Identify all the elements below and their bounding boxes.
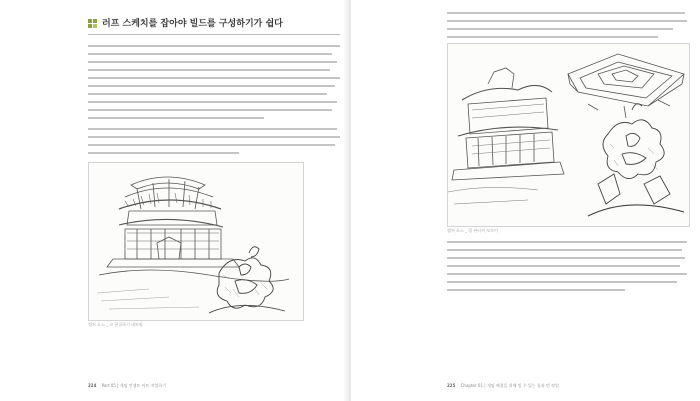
left-page-footer bbox=[88, 383, 166, 389]
left-sketch-figure bbox=[88, 162, 304, 321]
right-sketch-figure bbox=[447, 43, 690, 227]
right-body-paragraph-2 bbox=[447, 241, 687, 297]
right-figure-caption: 캡처 포스 _ 빌 판타지 모르어 bbox=[447, 228, 498, 233]
left-page bbox=[0, 0, 349, 401]
right-footer-text: Chapter 01 | 게임 배경을 위해 빌 수 있는 툴과 빈 작업 bbox=[460, 383, 559, 388]
right-body-paragraph-1 bbox=[447, 12, 687, 44]
left-footer-text: Part 05 | 게임 컨셉트 아트 작업하기 bbox=[101, 383, 167, 388]
right-page-footer bbox=[447, 383, 559, 389]
temple-sketch-image bbox=[89, 163, 303, 320]
palace-sketch-image bbox=[448, 44, 689, 226]
right-page bbox=[351, 0, 700, 401]
section-bullet-icon bbox=[88, 19, 98, 29]
left-body-paragraph-1 bbox=[88, 45, 340, 125]
heading-divider bbox=[88, 34, 340, 35]
left-body-paragraph-2 bbox=[88, 128, 340, 160]
right-page-number: 225 bbox=[447, 383, 456, 388]
section-heading bbox=[88, 17, 334, 31]
left-page-number: 224 bbox=[88, 383, 97, 388]
section-heading-text: 러프 스케치를 잡아야 빌드를 구성하기가 쉽다 bbox=[102, 19, 283, 29]
left-figure-caption: 캡쳐 포스 _ 코 편집하기 네트워 bbox=[88, 322, 143, 327]
